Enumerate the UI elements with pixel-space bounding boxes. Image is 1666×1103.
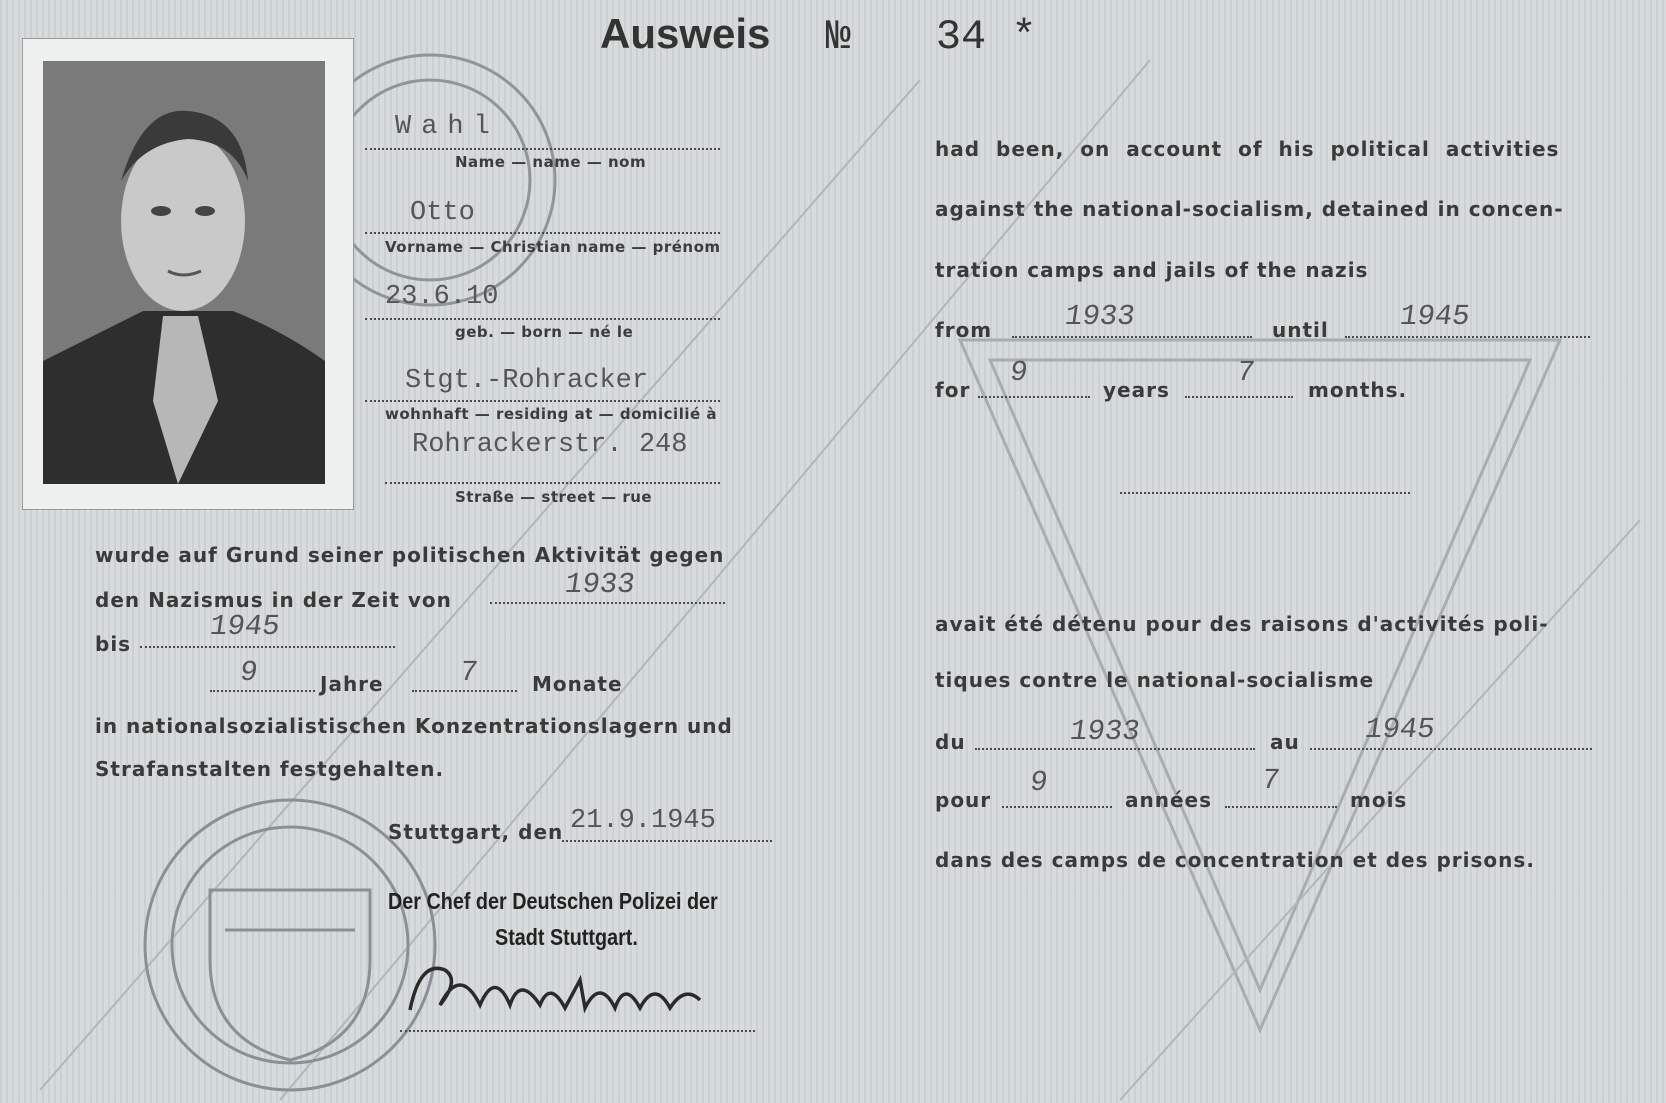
residence-label: wohnhaft — residing at — domicilié à <box>385 405 718 423</box>
german-bis-label: bis <box>95 632 132 656</box>
french-to-line <box>1310 748 1592 750</box>
english-from-line <box>1012 336 1252 338</box>
french-months-line <box>1225 806 1337 808</box>
german-jahre-label: Jahre <box>320 672 384 696</box>
asterisk-mark: * <box>1011 13 1037 61</box>
surname-line <box>365 148 720 150</box>
german-to-line <box>140 646 395 648</box>
english-from-year[interactable]: 1933 <box>1062 300 1137 333</box>
surname-label: Name — name — nom <box>455 153 647 171</box>
english-months-line <box>1185 396 1293 398</box>
french-pour-label: pour <box>935 788 992 812</box>
signature-date[interactable]: 21.9.1945 <box>570 806 716 836</box>
english-line-2: against the national-socialism, detained in concen- <box>935 197 1564 221</box>
english-years-value[interactable]: 9 <box>1007 356 1030 389</box>
german-line-1: wurde auf Grund seiner politischen Aktivität gegen <box>95 543 725 567</box>
french-line-1: avait été détenu pour des raisons d'activités poli- <box>935 612 1549 636</box>
french-to-year[interactable]: 1945 <box>1362 713 1437 746</box>
signature-place: Stuttgart, den <box>388 820 564 844</box>
blank-line <box>1120 492 1410 494</box>
document-number: 34 <box>935 13 987 61</box>
french-line-5: dans des camps de concentration et des prisons. <box>935 848 1535 872</box>
german-months-line <box>412 690 517 692</box>
residence-line <box>365 400 720 402</box>
german-from-line <box>490 602 725 604</box>
german-from-year[interactable]: 1933 <box>562 568 637 601</box>
signature-date-line <box>562 840 772 842</box>
english-line-3: tration camps and jails of the nazis <box>935 258 1369 282</box>
french-from-line <box>975 748 1255 750</box>
french-years-value[interactable]: 9 <box>1027 766 1050 799</box>
first-name-line <box>365 232 720 234</box>
surname-value[interactable]: Wahl <box>395 112 500 142</box>
authority-line-1: Der Chef der Deutschen Polizei der <box>388 888 718 914</box>
english-line-1: had been, on account of his political activities <box>935 137 1560 161</box>
street-label: Straße — street — rue <box>455 488 653 506</box>
birth-date-line <box>365 318 720 320</box>
french-annees-label: années <box>1125 788 1213 812</box>
english-from-label: from <box>935 318 993 342</box>
french-mois-label: mois <box>1350 788 1408 812</box>
french-months-value[interactable]: 7 <box>1259 764 1282 797</box>
german-to-year[interactable]: 1945 <box>207 610 282 643</box>
document-header <box>600 10 1037 61</box>
german-line-2: den Nazismus in der Zeit von <box>95 588 452 612</box>
english-months-label: months. <box>1308 378 1408 402</box>
street-value[interactable]: Rohrackerstr. 248 <box>412 430 688 460</box>
french-years-line <box>1002 806 1112 808</box>
french-au-label: au <box>1270 730 1300 754</box>
german-months-value[interactable]: 7 <box>457 656 480 689</box>
french-line-2: tiques contre le national-socialisme <box>935 668 1375 692</box>
french-du-label: du <box>935 730 966 754</box>
french-from-year[interactable]: 1933 <box>1067 715 1142 748</box>
first-name-label: Vorname — Christian name — prénom <box>385 238 721 256</box>
english-years-line <box>978 396 1090 398</box>
photo-frame <box>22 38 354 510</box>
birth-date-label: geb. — born — né le <box>455 323 634 341</box>
residence-value[interactable]: Stgt.-Rohracker <box>405 366 649 396</box>
german-monate-label: Monate <box>532 672 623 696</box>
number-sign: № <box>825 13 851 61</box>
german-line-5: in nationalsozialistischen Konzentrationslagern und <box>95 714 733 738</box>
german-line-6: Strafanstalten festgehalten. <box>95 757 445 781</box>
german-years-line <box>210 690 315 692</box>
english-years-label: years <box>1103 378 1170 402</box>
english-to-year[interactable]: 1945 <box>1397 300 1472 333</box>
authority-line-2: Stadt Stuttgart. <box>495 924 638 950</box>
portrait-photo <box>43 61 325 484</box>
german-years-value[interactable]: 9 <box>237 656 260 689</box>
document-title: Ausweis <box>600 10 771 57</box>
signature-line <box>400 1030 755 1032</box>
street-line <box>385 482 720 484</box>
english-for-label: for <box>935 378 971 402</box>
first-name-value[interactable]: Otto <box>410 198 475 228</box>
english-to-line <box>1345 336 1590 338</box>
english-until-label: until <box>1272 318 1329 342</box>
handwritten-signature <box>400 950 720 1030</box>
birth-date-value[interactable]: 23.6.10 <box>385 282 499 312</box>
english-months-value[interactable]: 7 <box>1234 356 1257 389</box>
